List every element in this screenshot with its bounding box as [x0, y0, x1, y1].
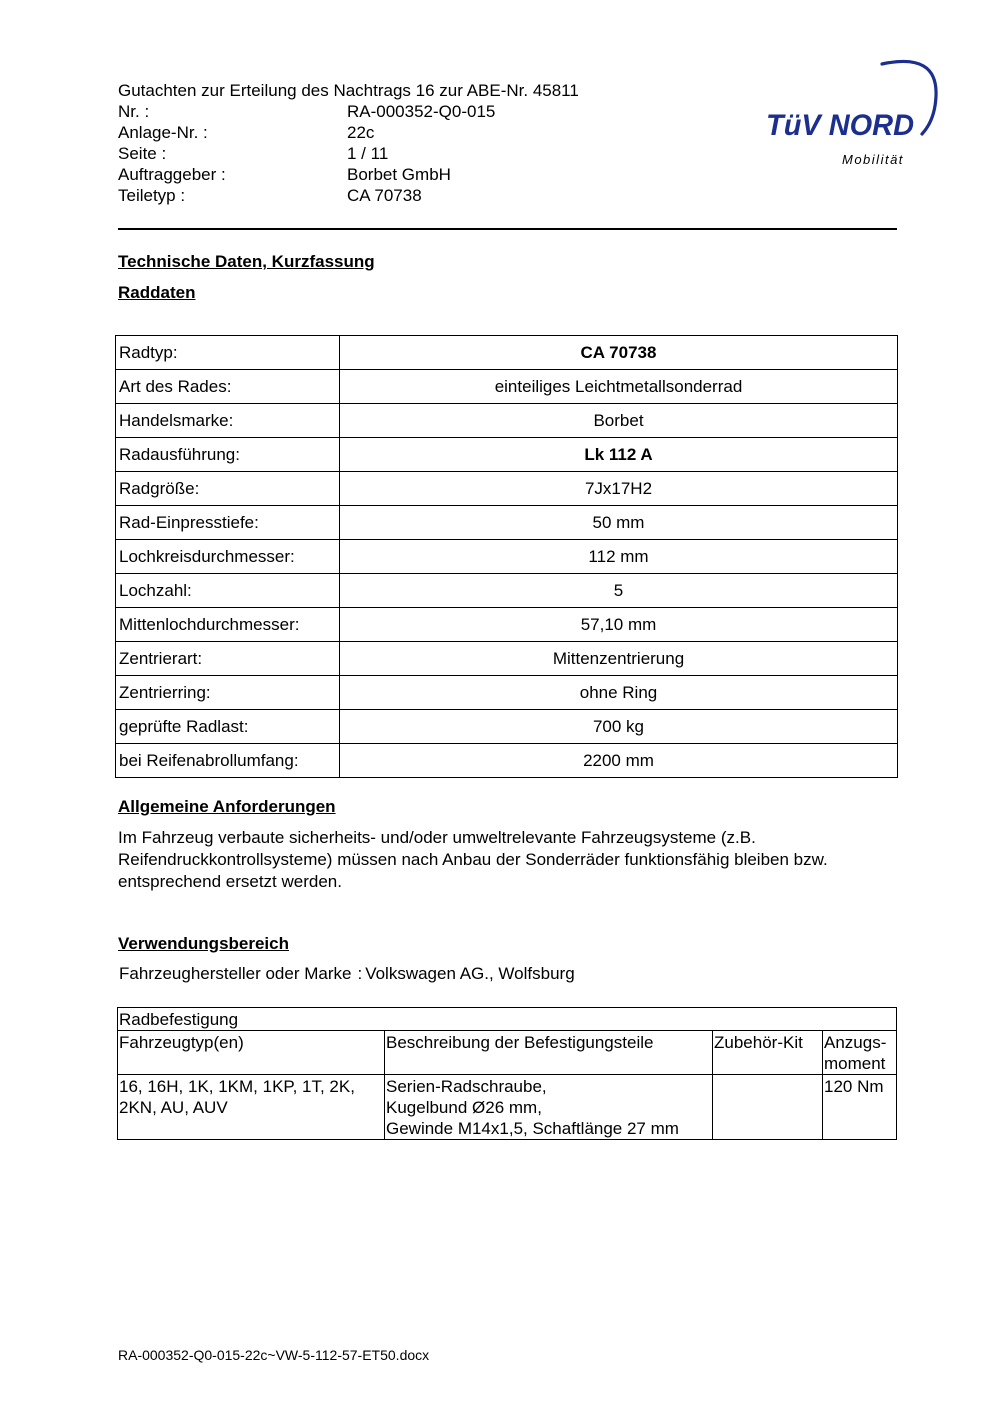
wheel-data-row [116, 608, 898, 642]
wheel-data-label: Art des Rades: [116, 370, 340, 404]
header-value: Borbet GmbH [347, 165, 451, 184]
col-header-accessory-kit: Zubehör-Kit [713, 1031, 823, 1075]
cell-accessory-kit [713, 1075, 823, 1140]
wheel-data-row [116, 744, 898, 778]
wheel-data-label: Zentrierart: [116, 642, 340, 676]
cell-vehicle-types: 16, 16H, 1K, 1KM, 1KP, 1T, 2K, 2KN, AU, AUV [118, 1075, 385, 1140]
wheel-data-row [116, 370, 898, 404]
wheel-data-row [116, 540, 898, 574]
wheel-data-label: Mittenlochdurchmesser: [116, 608, 340, 642]
wheel-data-value: 5 [340, 574, 898, 608]
wheel-data-row [116, 438, 898, 472]
header-label: Seite : [118, 144, 167, 163]
header-value: 1 / 11 [347, 144, 389, 163]
heading-technical-data: Technische Daten, Kurzfassung [118, 252, 375, 271]
header-field-seite [118, 143, 678, 164]
manufacturer-separator: : [357, 964, 363, 983]
wheel-data-value: CA 70738 [340, 336, 898, 370]
wheel-data-label: Lochzahl: [116, 574, 340, 608]
manufacturer-label: Fahrzeughersteller oder Marke [119, 964, 352, 983]
wheel-data-value: 2200 mm [340, 744, 898, 778]
header-label: Anlage-Nr. : [118, 123, 208, 142]
wheel-data-value: einteiliges Leichtmetallsonderrad [340, 370, 898, 404]
wheel-data-label: geprüfte Radlast: [116, 710, 340, 744]
mounting-row [118, 1075, 897, 1140]
col-header-torque: Anzugs- moment [823, 1031, 897, 1075]
heading-wheel-data: Raddaten [118, 283, 196, 302]
mounting-title: Radbefestigung [118, 1008, 897, 1031]
wheel-data-row [116, 676, 898, 710]
wheel-data-row [116, 506, 898, 540]
header-value: RA-000352-Q0-015 [347, 102, 496, 121]
heading-general-requirements: Allgemeine Anforderungen [118, 797, 336, 816]
header-label: Teiletyp : [118, 186, 186, 205]
logo-tagline: Mobilität [842, 152, 904, 167]
wheel-data-value: Lk 112 A [340, 438, 898, 472]
document-title: Gutachten zur Erteilung des Nachtrags 16 zur ABE-Nr. 45811 [118, 81, 579, 100]
header-field-anlage [118, 122, 678, 143]
wheel-data-value: ohne Ring [340, 676, 898, 710]
wheel-data-label: Handelsmarke: [116, 404, 340, 438]
header-field-teiletyp [118, 185, 678, 206]
mounting-header-row [118, 1031, 897, 1075]
wheel-data-row [116, 404, 898, 438]
mounting-title-row [118, 1008, 897, 1031]
wheel-data-row [116, 336, 898, 370]
wheel-data-row [116, 642, 898, 676]
wheel-data-value: Borbet [340, 404, 898, 438]
wheel-data-label: Rad-Einpresstiefe: [116, 506, 340, 540]
document-header [118, 80, 678, 206]
wheel-data-value: 50 mm [340, 506, 898, 540]
cell-torque: 120 Nm [823, 1075, 897, 1140]
logo-wordmark: TüV NORD [766, 109, 914, 142]
wheel-data-row [116, 472, 898, 506]
heading-usage-range: Verwendungsbereich [118, 934, 289, 953]
general-requirements-text: Im Fahrzeug verbaute sicherheits- und/oder umweltrelevante Fahrzeugsysteme (z.B. Reifendruckkontrollsysteme) müssen nach Anbau der Sonderräder funktionsfähig bleiben bzw. entsprechend ersetzt werden. [118, 828, 828, 891]
wheel-data-label: bei Reifenabrollumfang: [116, 744, 340, 778]
wheel-data-value: 57,10 mm [340, 608, 898, 642]
wheel-data-row [116, 574, 898, 608]
wheel-data-label: Zentrierring: [116, 676, 340, 710]
header-label: Nr. : [118, 102, 150, 121]
header-field-nr [118, 101, 678, 122]
tuev-nord-logo [760, 58, 942, 170]
wheel-data-value: 700 kg [340, 710, 898, 744]
header-field-auftraggeber [118, 164, 678, 185]
manufacturer-line [119, 964, 575, 984]
wheel-data-label: Radausführung: [116, 438, 340, 472]
wheel-data-value: 112 mm [340, 540, 898, 574]
header-value: 22c [347, 123, 375, 142]
wheel-data-row [116, 710, 898, 744]
wheel-data-table [115, 335, 898, 778]
footer-filename: RA-000352-Q0-015-22c~VW-5-112-57-ET50.docx [118, 1347, 430, 1363]
col-header-vehicle-types: Fahrzeugtyp(en) [118, 1031, 385, 1075]
wheel-data-label: Radtyp: [116, 336, 340, 370]
wheel-data-label: Lochkreisdurchmesser: [116, 540, 340, 574]
col-header-description: Beschreibung der Befestigungsteile [385, 1031, 713, 1075]
cell-description: Serien-Radschraube, Kugelbund Ø26 mm, Gewinde M14x1,5, Schaftlänge 27 mm [385, 1075, 713, 1140]
header-value: CA 70738 [347, 186, 422, 205]
manufacturer-value: Volkswagen AG., Wolfsburg [365, 964, 575, 983]
wheel-data-label: Radgröße: [116, 472, 340, 506]
wheel-mounting-table [117, 1007, 897, 1140]
wheel-data-value: 7Jx17H2 [340, 472, 898, 506]
wheel-data-value: Mittenzentrierung [340, 642, 898, 676]
header-label: Auftraggeber : [118, 165, 226, 184]
header-divider [118, 228, 897, 230]
